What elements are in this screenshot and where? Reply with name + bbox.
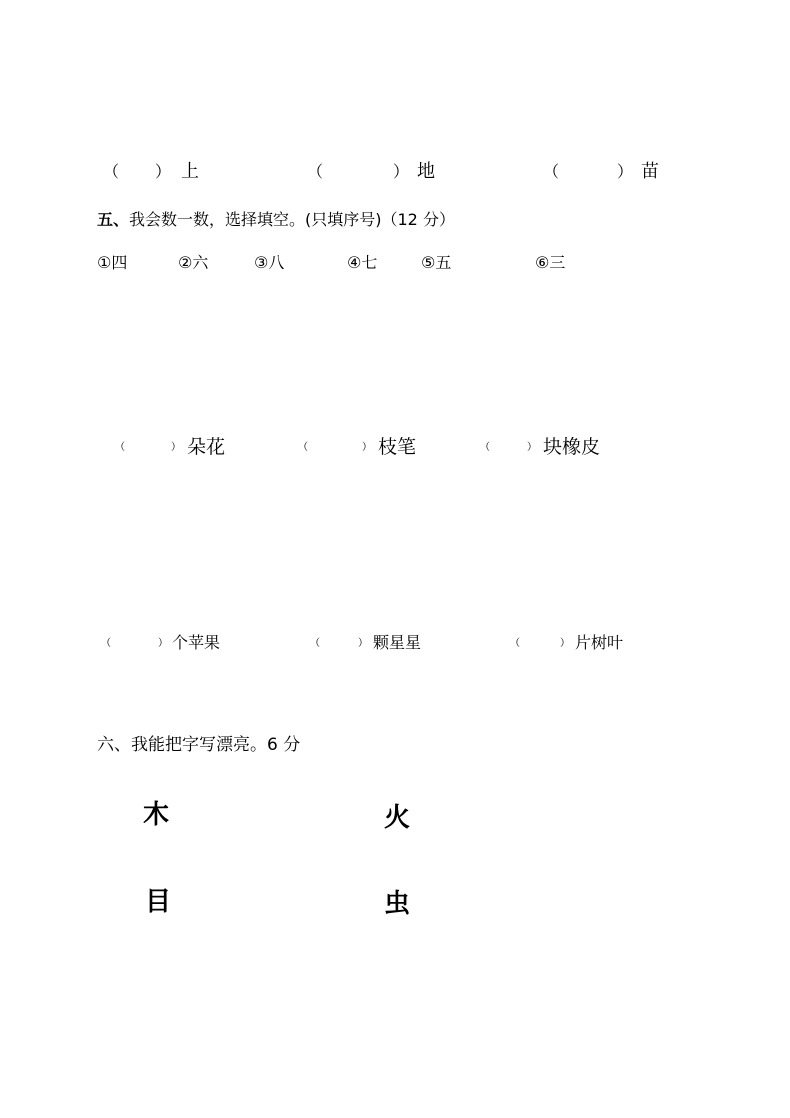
blank-close-paren: ） <box>393 162 410 181</box>
option-item: ③八 <box>254 253 285 272</box>
blank-open-paren: （ <box>103 162 120 181</box>
blank-open-paren: （ <box>101 638 111 649</box>
word-label: 苗 <box>641 161 659 182</box>
word-label: 朵花 <box>187 436 226 458</box>
blank-close-paren: ） <box>527 442 537 453</box>
option-item: ①四 <box>97 253 128 272</box>
practice-char: 木 <box>143 800 170 830</box>
word-label: 枝笔 <box>378 436 417 458</box>
word-label: 上 <box>181 161 199 182</box>
blank-close-paren: ） <box>617 162 634 181</box>
practice-char: 目 <box>145 887 172 917</box>
option-item: ⑥三 <box>535 253 566 272</box>
section-5-heading <box>97 212 455 228</box>
blank-open-paren: （ <box>543 162 560 181</box>
word-label: 片树叶 <box>575 633 624 652</box>
blank-open-paren: （ <box>115 442 125 453</box>
option-item: ⑤五 <box>421 253 452 272</box>
blank-open-paren: （ <box>510 638 520 649</box>
blank-open-paren: （ <box>480 442 490 453</box>
blank-close-paren: ） <box>358 638 368 649</box>
blank-open-paren: （ <box>307 162 324 181</box>
word-label: 块橡皮 <box>543 436 601 458</box>
blank-close-paren: ） <box>158 638 168 649</box>
section-5-title: 我会数一数，选择填空。(只填序号)（12 分） <box>129 210 455 229</box>
blank-close-paren: ） <box>560 638 570 649</box>
option-item: ④七 <box>347 253 378 272</box>
section-6-heading: 六、我能把字写漂亮。6 分 <box>97 735 301 755</box>
blank-open-paren: （ <box>298 442 308 453</box>
blank-open-paren: （ <box>310 638 320 649</box>
word-label: 个苹果 <box>172 633 221 652</box>
option-item: ②六 <box>178 253 209 272</box>
word-label: 地 <box>417 161 435 182</box>
practice-char: 虫 <box>384 889 411 919</box>
word-label: 颗星星 <box>373 633 422 652</box>
blank-close-paren: ） <box>171 442 181 453</box>
blank-close-paren: ） <box>155 162 172 181</box>
practice-char: 火 <box>384 803 411 833</box>
blank-close-paren: ） <box>362 442 372 453</box>
section-5-number: 五、 <box>97 210 130 229</box>
